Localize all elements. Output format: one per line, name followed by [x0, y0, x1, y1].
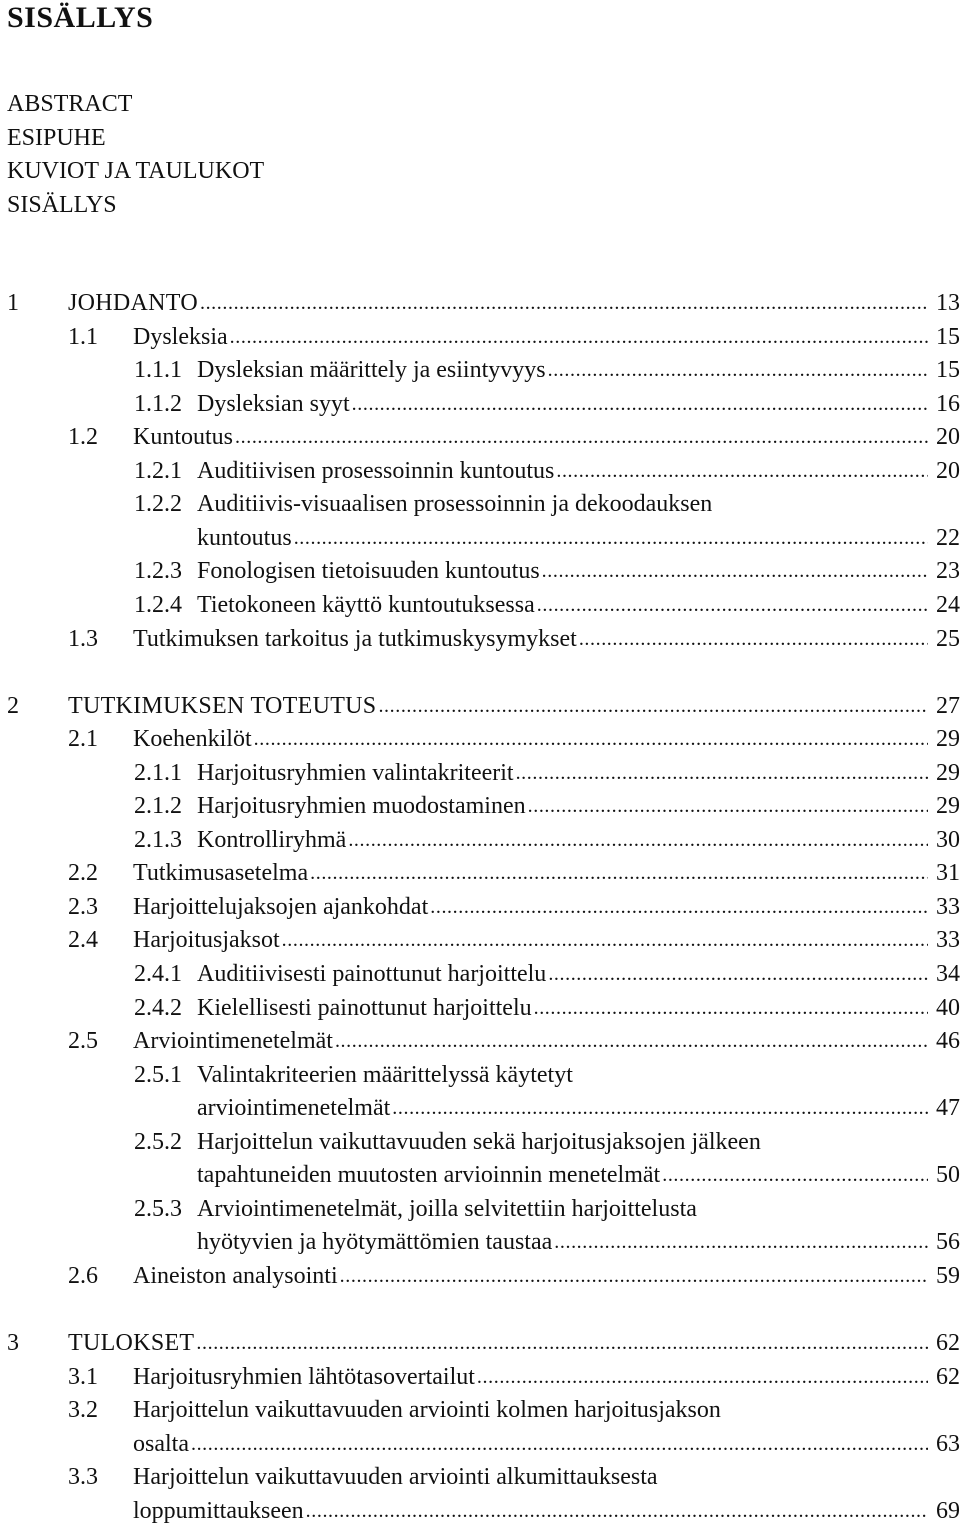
toc-entry-title: Dysleksian määrittely ja esiintyvyys: [197, 357, 546, 384]
toc-entry-number: 2.1.1: [134, 759, 182, 786]
toc-entry-page: 47: [936, 1095, 960, 1122]
toc-entry-title: Harjoittelujaksojen ajankohdat: [133, 893, 429, 920]
toc-entry-number: 2.5.2: [134, 1128, 182, 1155]
toc-entry[interactable]: [7, 992, 960, 1025]
toc-entry-number: 1.2.1: [134, 457, 182, 484]
toc-dot-leader: [528, 790, 928, 823]
toc-dot-leader: [556, 455, 928, 488]
toc-entry-title: tapahtuneiden muutosten arvioinnin menetelmät: [197, 1162, 661, 1189]
toc-entry-page: 29: [936, 726, 960, 753]
toc-entry-number: 2.1.2: [134, 793, 182, 820]
toc-entry-title: Dysleksian syyt: [197, 390, 350, 417]
toc-entry-page: 69: [936, 1497, 960, 1524]
toc-entry[interactable]: [7, 1461, 960, 1494]
toc-entry-page: 29: [936, 793, 960, 820]
toc-dot-leader: [230, 321, 928, 354]
toc-entry[interactable]: [7, 1226, 960, 1259]
toc-entry-number: 2.5.1: [134, 1061, 182, 1088]
toc-entry-number: 1.3: [68, 625, 98, 652]
toc-entry-page: 33: [936, 927, 960, 954]
toc-entry[interactable]: [7, 1059, 960, 1092]
toc-entry-page: 59: [936, 1262, 960, 1289]
toc-dot-leader: [378, 690, 928, 723]
toc-entry-page: 62: [936, 1330, 960, 1357]
toc-entry-title: Fonologisen tietoisuuden kuntoutus: [197, 558, 540, 585]
toc-entry-title: Harjoitusryhmien lähtötasovertailut: [133, 1363, 475, 1390]
toc-entry[interactable]: [7, 623, 960, 656]
toc-entry-number: 2.6: [68, 1262, 98, 1289]
toc-entry-title: Harjoitusryhmien muodostaminen: [197, 793, 526, 820]
toc-entry-title: Tietokoneen käyttö kuntoutuksessa: [197, 591, 535, 618]
toc-dot-leader: [352, 388, 928, 421]
toc-entry-number: 2.4.1: [134, 961, 182, 987]
toc-entry-title: Koehenkilöt: [133, 726, 252, 753]
toc-entry-title: arviointimenetelmät: [197, 1095, 391, 1122]
toc-entry-page: 25: [936, 625, 960, 652]
toc-entry-title: Auditiivisen prosessoinnin kuntoutus: [197, 457, 555, 484]
toc-entry[interactable]: [7, 388, 960, 421]
toc-entry-title: Kielellisesti painottunut harjoittelu: [197, 994, 532, 1021]
toc-entry[interactable]: [7, 690, 960, 723]
toc-entry-page: 29: [936, 759, 960, 786]
toc-entry-number: 1.1.2: [134, 390, 182, 417]
toc-entry-title: Auditiivisesti painottunut harjoittelu: [197, 961, 547, 987]
toc-entry-number: 1.2.2: [134, 491, 182, 518]
front-matter-item[interactable]: SISÄLLYS: [7, 192, 117, 219]
toc-dot-leader: [340, 1260, 928, 1293]
toc-entry-number: 1.1: [68, 323, 98, 350]
toc-entry[interactable]: [7, 354, 960, 387]
toc-dot-leader: [294, 522, 928, 555]
toc-entry-number: 2.1.3: [134, 826, 182, 853]
toc-entry[interactable]: [7, 723, 960, 756]
toc-entry-page: 30: [936, 826, 960, 853]
toc-entry-number: 2.5: [68, 1028, 98, 1055]
toc-entry[interactable]: [7, 857, 960, 890]
toc-entry-number: 1.2: [68, 424, 98, 451]
toc-entry-title: Dysleksia: [133, 323, 228, 350]
toc-entry[interactable]: [7, 455, 960, 488]
toc-entry-page: 16: [936, 390, 960, 417]
toc-entry-page: 33: [936, 893, 960, 920]
toc-entry-number: 2: [7, 692, 19, 719]
toc-dot-leader: [254, 723, 928, 756]
toc-entry[interactable]: [7, 1327, 960, 1360]
page-title: SISÄLLYS: [7, 1, 154, 34]
toc-dot-leader: [310, 857, 928, 890]
toc-entry-title: TUTKIMUKSEN TOTEUTUS: [68, 692, 377, 719]
toc-dot-leader: [235, 421, 928, 454]
toc-entry-title: Kontrolliryhmä: [197, 826, 347, 853]
toc-entry-page: 62: [936, 1363, 960, 1390]
toc-entry[interactable]: [7, 958, 960, 991]
toc-entry-number: 3.1: [68, 1363, 98, 1390]
toc-entry[interactable]: [7, 1193, 960, 1226]
toc-dot-leader: [200, 287, 928, 320]
toc-entry-title: Auditiivis-visuaalisen prosessoinnin ja dekoodauksen: [197, 491, 713, 518]
toc-entry-title: TULOKSET: [68, 1330, 195, 1357]
toc-entry-number: 2.4.2: [134, 994, 182, 1021]
toc-dot-leader: [335, 1025, 928, 1058]
toc-dot-leader: [348, 824, 928, 857]
toc-entry[interactable]: [7, 287, 960, 320]
toc-entry-number: 3.2: [68, 1397, 98, 1424]
toc-entry-page: 22: [936, 524, 960, 551]
toc-entry[interactable]: [7, 1092, 960, 1125]
toc-entry-page: 20: [936, 424, 960, 451]
toc-entry-number: 2.1: [68, 726, 98, 753]
toc-dot-leader: [542, 555, 928, 588]
front-matter-item[interactable]: ABSTRACT: [7, 91, 133, 117]
toc-entry-title: Kuntoutus: [133, 424, 234, 451]
toc-entry-title: osalta: [133, 1430, 189, 1457]
toc-dot-leader: [662, 1159, 928, 1192]
toc-dot-leader: [392, 1092, 928, 1125]
toc-entry-page: 46: [936, 1028, 960, 1055]
toc-entry-page: 50: [936, 1162, 960, 1189]
toc-entry-title: Harjoitusjaksot: [133, 927, 280, 954]
front-matter-item[interactable]: KUVIOT JA TAULUKOT: [7, 158, 265, 185]
toc-dot-leader: [306, 1495, 928, 1528]
toc-dot-leader: [537, 589, 928, 622]
toc-entry-page: 20: [936, 457, 960, 484]
toc-entry-number: 1.2.3: [134, 558, 182, 585]
toc-entry-page: 15: [936, 323, 960, 350]
toc-entry[interactable]: [7, 1428, 960, 1461]
toc-entry-title: Valintakriteerien määrittelyssä käytetyt: [197, 1061, 573, 1088]
toc-entry[interactable]: [7, 824, 960, 857]
toc-entry-title: Harjoittelun vaikuttavuuden sekä harjoitusjaksojen jälkeen: [197, 1128, 761, 1155]
toc-entry-page: 63: [936, 1430, 960, 1457]
toc-entry-title: Harjoittelun vaikuttavuuden arviointi alkumittauksesta: [133, 1464, 658, 1491]
toc-entry[interactable]: [7, 1025, 960, 1058]
toc-entry[interactable]: [7, 1495, 960, 1528]
toc-entry-page: 56: [936, 1229, 960, 1256]
toc-entry[interactable]: [7, 924, 960, 957]
toc-entry-title: hyötyvien ja hyötymättömien taustaa: [197, 1229, 553, 1256]
toc-entry[interactable]: [7, 421, 960, 454]
toc-dot-leader: [548, 958, 928, 991]
toc-entry-number: 2.4: [68, 927, 98, 954]
toc-entry-title: loppumittaukseen: [133, 1497, 304, 1524]
toc-entry[interactable]: [7, 488, 960, 521]
toc-entry-page: 13: [936, 290, 960, 316]
toc-entry-page: 34: [936, 961, 960, 987]
toc-entry-number: 2.3: [68, 893, 98, 920]
toc-dot-leader: [191, 1428, 928, 1461]
toc-entry[interactable]: [7, 1126, 960, 1159]
toc-entry[interactable]: [7, 1260, 960, 1293]
toc-entry[interactable]: [7, 321, 960, 354]
toc-entry[interactable]: [7, 757, 960, 790]
toc-dot-leader: [196, 1327, 928, 1360]
front-matter-item[interactable]: ESIPUHE: [7, 124, 106, 151]
toc-entry-page: 23: [936, 558, 960, 585]
toc-entry-number: 2.2: [68, 860, 98, 887]
toc-entry-title: Tutkimusasetelma: [133, 860, 309, 887]
toc-entry-title: Harjoittelun vaikuttavuuden arviointi kolmen harjoitusjakson: [133, 1397, 721, 1424]
toc-dot-leader: [554, 1226, 928, 1259]
toc-entry[interactable]: [7, 1159, 960, 1192]
toc-dot-leader: [430, 891, 928, 924]
toc-entry-number: 1.1.1: [134, 357, 182, 384]
toc-entry[interactable]: [7, 555, 960, 588]
toc-entry[interactable]: [7, 1361, 960, 1394]
toc-entry-number: 1.2.4: [134, 591, 182, 618]
toc-entry-number: 3: [7, 1330, 19, 1357]
toc-entry-title: kuntoutus: [197, 524, 292, 551]
toc-entry-page: 24: [936, 591, 960, 618]
toc-entry-title: JOHDANTO: [68, 290, 198, 316]
toc-entry[interactable]: [7, 1394, 960, 1427]
toc-dot-leader: [516, 757, 928, 790]
toc-entry-page: 15: [936, 357, 960, 384]
toc-dot-leader: [579, 623, 928, 656]
toc-entry-page: 40: [936, 994, 960, 1021]
toc-entry-title: Arviointimenetelmät: [133, 1028, 333, 1055]
toc-entry-page: 31: [936, 860, 960, 887]
toc-entry-number: 3.3: [68, 1464, 98, 1491]
toc-entry[interactable]: [7, 522, 960, 555]
toc-entry[interactable]: [7, 790, 960, 823]
toc-dot-leader: [477, 1361, 928, 1394]
toc-entry-title: Harjoitusryhmien valintakriteerit: [197, 759, 514, 786]
toc-entry[interactable]: [7, 891, 960, 924]
front-matter-list: [7, 88, 264, 223]
toc-entry-title: Arviointimenetelmät, joilla selvitettiin harjoittelusta: [197, 1195, 697, 1222]
toc-entry-title: Aineiston analysointi: [133, 1262, 338, 1289]
toc-entry-number: 2.5.3: [134, 1195, 182, 1222]
toc-dot-leader: [282, 924, 928, 957]
toc-entry-number: 1: [7, 290, 19, 316]
toc-entry-title: Tutkimuksen tarkoitus ja tutkimuskysymykset: [133, 625, 577, 652]
toc-entry[interactable]: [7, 589, 960, 622]
toc-dot-leader: [534, 992, 928, 1025]
toc-entry-page: 27: [936, 692, 960, 719]
toc-dot-leader: [548, 354, 928, 387]
